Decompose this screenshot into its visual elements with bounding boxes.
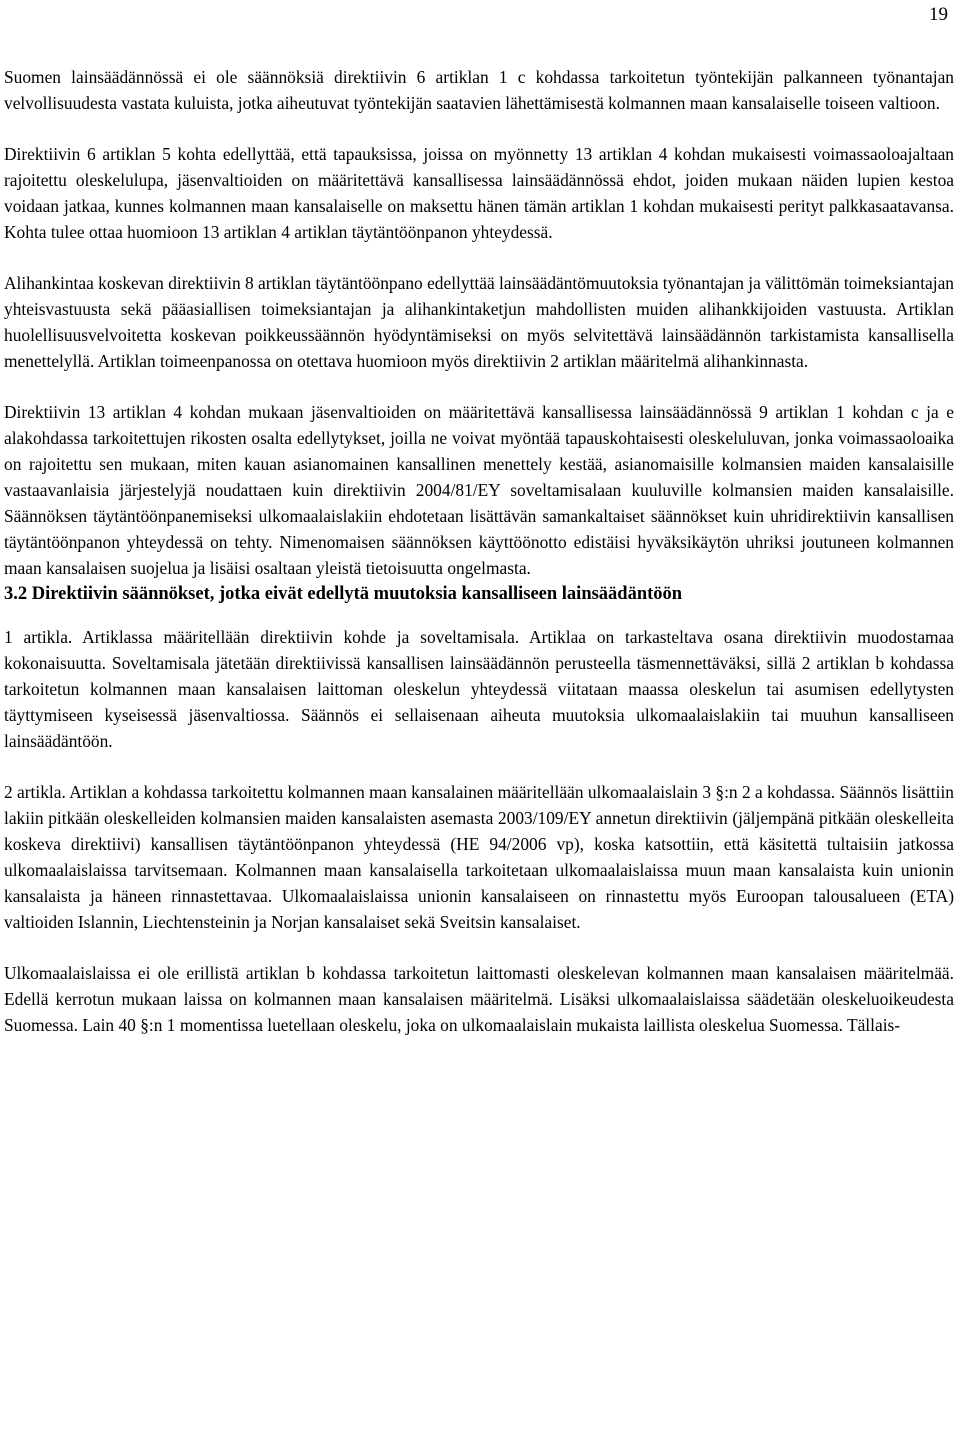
- paragraph-4: Direktiivin 13 artiklan 4 kohdan mukaan jäsenvaltioiden on määritettävä kansallisessa lainsäädännössä 9 artiklan 1 kohdan c ja e alakohdassa tarkoitettujen rikosten osalta edellytykset, joilla ne voivat myöntää tapauskohtaisesti oleskeluluvan, jonka voimassaoloaika on rajoitettu sen mukaan, miten kauan asianomainen kansallinen menettely kestää, asianomaisille kolmansien maiden kansalaisille vastaavanlaisia järjestelyjä noudattaen kuin direktiivin 2004/81/EY soveltamisalaan kuuluville kolmansien maiden kansalaisille. Säännöksen täytäntöönpanemiseksi ulkomaalaislakiin ehdotetaan lisättävän samankaltaiset säännökset kuin uhridirektiivin kansallisen täytäntöönpanon yhteydessä on tehty. Nimenomaisen säännöksen käyttöönotto edistäisi hyväksikäytön uhriksi joutuneen kolmannen maan kansalaisen suojelua ja lisäisi osaltaan yleistä tietoisuutta ongelmasta.: [4, 402, 954, 578]
- section-paragraph-1: 1 artikla. Artiklassa määritellään direktiivin kohde ja soveltamisala. Artiklaa on tarkasteltava osana direktiivin muodostamaa kokonaisuutta. Soveltamisala jätetään direktiivissä kansallisen lainsäädännön perusteella täsmennettäväksi, sillä 2 artiklan b kohdassa tarkoitetun kolmannen maan kansalaisen laittoman oleskelun yhteydessä viitataan maassa oleskelun tai asumisen edellytysten täyttymiseen kyseisessä jäsenvaltiossa. Säännös ei sellaisenaan aiheuta muutoksia ulkomaalaislakiin tai muuhun kansalliseen lainsäädäntöön.: [4, 627, 954, 751]
- section-heading: 3.2 Direktiivin säännökset, jotka eivät edellytä muutoksia kansalliseen lainsäädäntöön: [4, 584, 683, 604]
- page-number: 19: [929, 4, 948, 25]
- paragraph-3: Alihankintaa koskevan direktiivin 8 artiklan täytäntöönpano edellyttää lainsäädäntömuutoksia työnantajan ja välittömän toimeksiantajan yhteisvastuusta sekä pääasiallisen toimeksiantajan ja alihankintaketjun mahdollisten muiden alihankkijoiden vastuusta. Artiklan huolellisuusvelvoitetta koskevan poikkeussäännön hyödyntämiseksi on myös selvitettävä lainsäädännön tarkistamista kansallisella menettelyllä. Artiklan toimeenpanossa on otettava huomioon myös direktiivin 2 artiklan määritelmä alihankinnasta.: [4, 273, 954, 371]
- section-paragraph-3: Ulkomaalaislaissa ei ole erillistä artiklan b kohdassa tarkoitetun laittomasti oleskelevan kolmannen maan kansalaisen määritelmää. Edellä kerrotun mukaan laissa on kolmannen maan kansalaisen määritelmä. Lisäksi ulkomaalaislaissa säädetään oleskeluoikeudesta Suomessa. Lain 40 §:n 1 momentissa luetellaan oleskelu, joka on ulkomaalaislain mukaista laillista oleskelua Suomessa. Tällais-: [4, 963, 954, 1035]
- section-paragraph-2: 2 artikla. Artiklan a kohdassa tarkoitettu kolmannen maan kansalainen määritellään ulkomaalaislain 3 §:n 2 a kohdassa. Säännös lisättiin lakiin pitkään oleskelleiden kolmansien maiden kansalaisten asemasta 2003/109/EY annetun direktiivin (jäljempänä pitkään oleskelleita koskeva direktiivi) kansallisen täytäntöönpanon yhteydessä (HE 94/2006 vp), koska katsottiin, että käsitettä tultaisiin jatkossa ulkomaalaislaissa tarvitsemaan. Kolmannen maan kansalaisella tarkoitetaan ulkomaalaislaissa muun maan kansalaista kuin unionin kansalaista ja häneen rinnastettavaa. Ulkomaalaislaissa unionin kansalaiseen on rinnastettu myös Euroopan talousalueen (ETA) valtioiden Islannin, Liechtensteinin ja Norjan kansalaiset sekä Sveitsin kansalaiset.: [4, 782, 954, 932]
- paragraph-2: Direktiivin 6 artiklan 5 kohta edellyttää, että tapauksissa, joissa on myönnetty 13 artiklan 4 kohdan mukaisesti voimassaoloajaltaan rajoitettu oleskelulupa, jäsenvaltioiden on määritettävä kansallisessa lainsäädännössä ehdot, joiden mukaan näiden lupien kestoa voidaan jatkaa, kunnes kolmannen maan kansalaiselle on maksettu hänen tämän artiklan 1 kohdan mukaisesti perityt palkkasaatavansa. Kohta tulee ottaa huomioon 13 artiklan 4 artiklan täytäntöönpanon yhteydessä.: [4, 144, 954, 242]
- document-body: [4, 64, 954, 1038]
- paragraph-1: Suomen lainsäädännössä ei ole säännöksiä direktiivin 6 artiklan 1 c kohdassa tarkoitetun työntekijän palkanneen työnantajan velvollisuudesta vastata kuluista, jotka aiheutuvat työntekijän saatavien lähettämisestä kolmannen maan kansalaiselle toiseen valtioon.: [4, 67, 954, 113]
